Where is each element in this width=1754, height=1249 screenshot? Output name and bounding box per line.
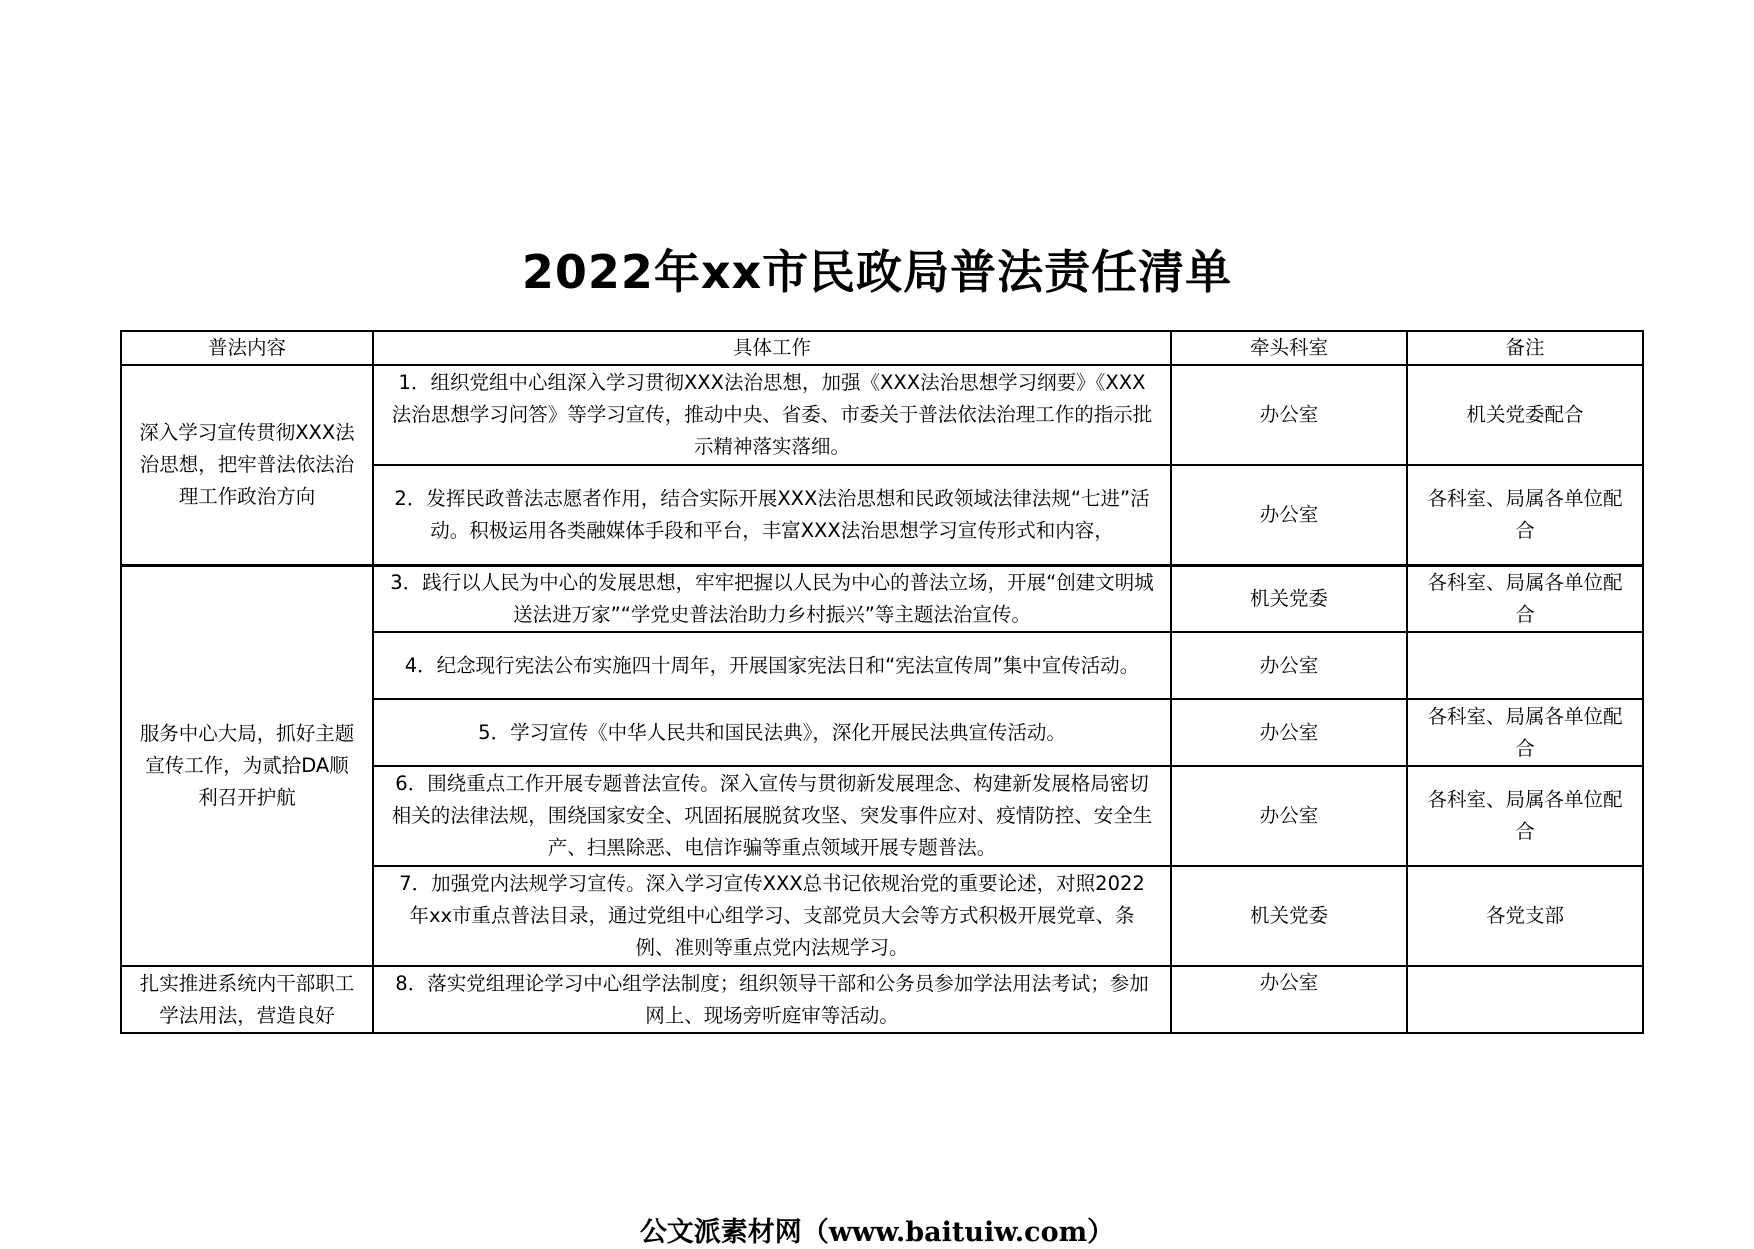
work-cell: 4．纪念现行宪法公布实施四十周年，开展国家宪法日和“宪法宣传周”集中宣传活动。 — [373, 632, 1171, 699]
lead-cell: 办公室 — [1171, 966, 1407, 1033]
lead-cell: 办公室 — [1171, 766, 1407, 866]
table-row — [121, 966, 1643, 1033]
lead-cell: 机关党委 — [1171, 866, 1407, 966]
work-cell: 3．践行以人民为中心的发展思想，牢牢把握以人民为中心的普法立场，开展“创建文明城送法进万家”“学党史普法治助力乡村振兴”等主题法治宣传。 — [373, 565, 1171, 632]
work-cell: 1．组织党组中心组深入学习贯彻XXX法治思想，加强《XXX法治思想学习纲要》《XXX法治思想学习问答》等学习宣传，推动中央、省委、市委关于普法依法治理工作的指示批示精神落实落细。 — [373, 365, 1171, 465]
header-work: 具体工作 — [373, 331, 1171, 365]
lead-cell: 办公室 — [1171, 699, 1407, 766]
note-cell — [1407, 632, 1643, 699]
header-content: 普法内容 — [121, 331, 373, 365]
footer-source: 公文派素材网（www.baituiw.com） — [639, 1217, 1115, 1248]
work-cell: 5．学习宣传《中华人民共和国民法典》，深化开展民法典宣传活动。 — [373, 699, 1171, 766]
group-content-cell: 扎实推进系统内干部职工学法用法，营造良好 — [121, 966, 373, 1033]
document-title: 2022年xx市民政局普法责任清单 — [521, 245, 1233, 299]
note-cell: 机关党委配合 — [1407, 365, 1643, 465]
group-content-cell: 服务中心大局，抓好主题宣传工作，为贰拾DA顺利召开护航 — [121, 565, 373, 966]
note-cell: 各科室、局属各单位配合 — [1407, 565, 1643, 632]
work-cell: 6．围绕重点工作开展专题普法宣传。深入宣传与贯彻新发展理念、构建新发展格局密切相关的法律法规，围绕国家安全、巩固拓展脱贫攻坚、突发事件应对、疫情防控、安全生产、扫黑除恶、电信诈骗等重点领域开展专题普法。 — [373, 766, 1171, 866]
header-note: 备注 — [1407, 331, 1643, 365]
lead-cell: 办公室 — [1171, 632, 1407, 699]
work-cell: 8．落实党组理论学习中心组学法制度；组织领导干部和公务员参加学法用法考试；参加网上、现场旁听庭审等活动。 — [373, 966, 1171, 1033]
table-row — [121, 365, 1643, 465]
note-cell: 各科室、局属各单位配合 — [1407, 766, 1643, 866]
work-cell: 2．发挥民政普法志愿者作用，结合实际开展XXX法治思想和民政领域法律法规“七进”活动。积极运用各类融媒体手段和平台，丰富XXX法治思想学习宣传形式和内容， — [373, 465, 1171, 565]
lead-cell: 机关党委 — [1171, 565, 1407, 632]
table-row — [121, 565, 1643, 632]
work-cell: 7．加强党内法规学习宣传。深入学习宣传XXX总书记依规治党的重要论述，对照2022年xx市重点普法目录，通过党组中心组学习、支部党员大会等方式积极开展党章、条例、准则等重点党内法规学习。 — [373, 866, 1171, 966]
note-cell — [1407, 966, 1643, 1033]
note-cell: 各科室、局属各单位配合 — [1407, 465, 1643, 565]
table-header-row — [121, 331, 1643, 365]
group-content-cell: 深入学习宣传贯彻XXX法治思想，把牢普法依法治理工作政治方向 — [121, 365, 373, 565]
note-cell: 各科室、局属各单位配合 — [1407, 699, 1643, 766]
responsibility-table — [120, 330, 1644, 1034]
lead-cell: 办公室 — [1171, 365, 1407, 465]
note-cell: 各党支部 — [1407, 866, 1643, 966]
header-lead: 牵头科室 — [1171, 331, 1407, 365]
lead-cell: 办公室 — [1171, 465, 1407, 565]
